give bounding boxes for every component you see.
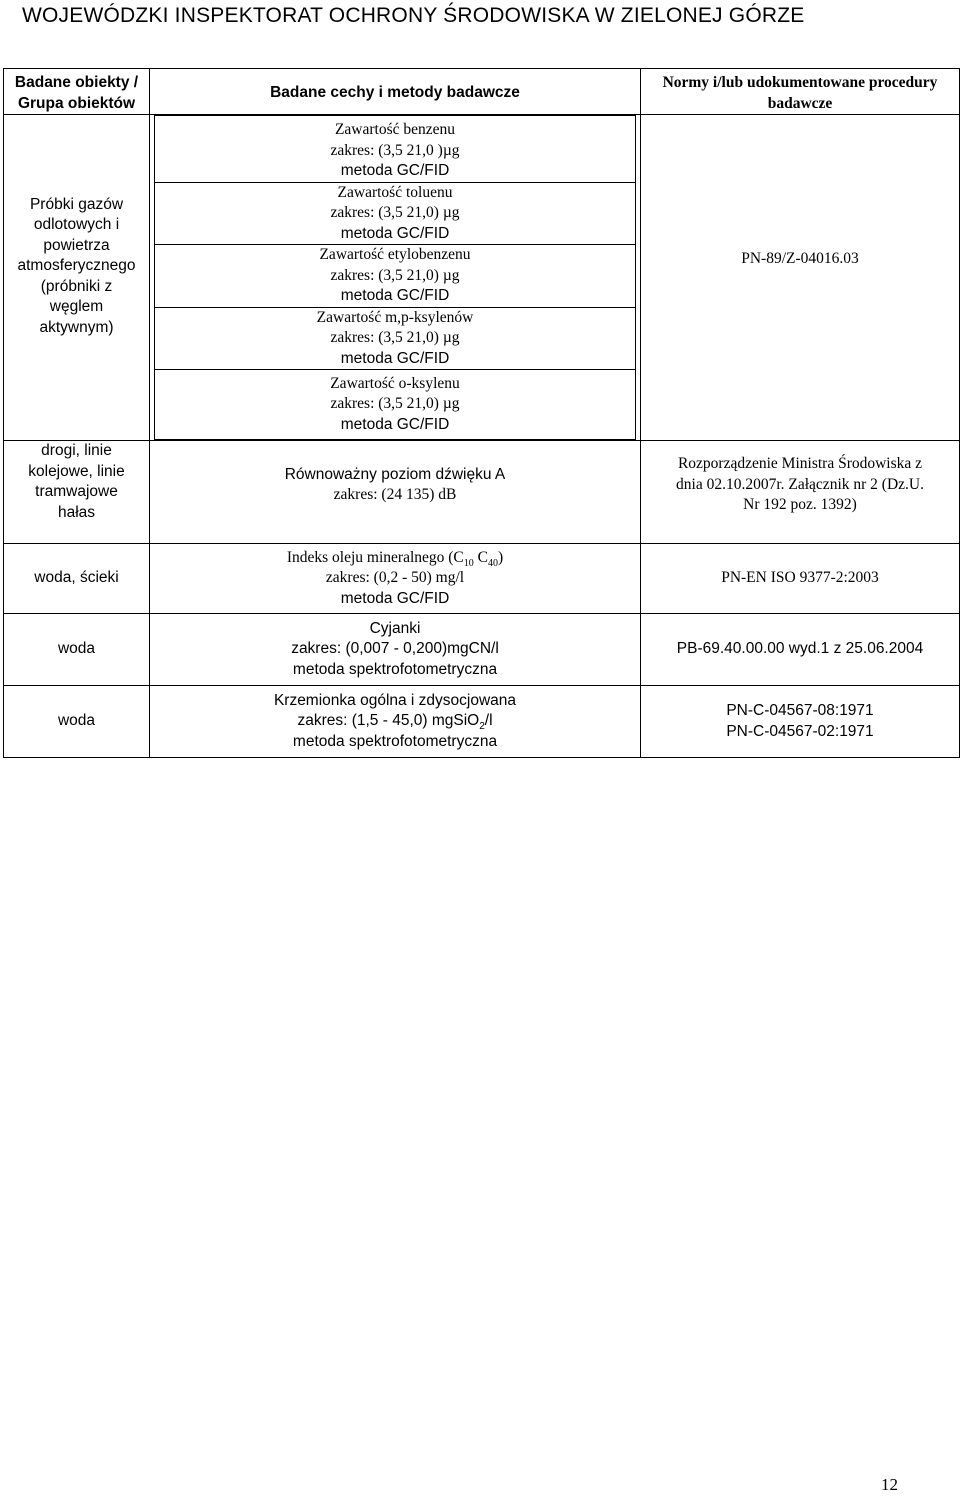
method-technique: metoda GC/FID (340, 162, 450, 179)
norm-cell (641, 441, 960, 544)
method-name: Indeks oleju mineralnego ($C_{10}$ $C_{40}$) (286, 548, 504, 569)
subscript: 40 (487, 557, 498, 569)
methods-cell (150, 544, 641, 614)
object-line: Próbki gazów (29, 195, 124, 213)
method-technique: metoda GC/FID (340, 224, 450, 242)
norm-line: PB-69.40.00.00 wyd.1 z 25.06.2004 (676, 640, 924, 658)
object-line: woda (57, 640, 96, 658)
subscript: 2 (479, 721, 485, 733)
method-range: zakres: (1,5 - 45,0) mgSiO$_2$/l (297, 712, 493, 733)
object-line: atmosferycznego (17, 257, 136, 275)
norm-line: Rozporządzenie Ministra Środowiska z (677, 455, 923, 473)
object-line: (próbniki z (40, 277, 113, 295)
method-technique: metoda GC/FID (340, 589, 450, 607)
method-range: zakres: (3,5 21,0) µg (330, 266, 460, 284)
method-technique: metoda GC/FID (340, 287, 450, 304)
method-technique: metoda spektrofotometryczna (292, 660, 498, 678)
subscript: 10 (463, 557, 474, 569)
page-title: WOJEWÓDZKI INSPEKTORAT OCHRONY ŚRODOWISKA W ZIELONEJ GÓRZE (22, 4, 805, 27)
object-line: aktywnym) (39, 318, 114, 336)
norm-line: PN-C-04567-02:1971 (726, 722, 874, 740)
method-range: zakres: (0,007 - 0,200)mgCN/l (291, 640, 499, 658)
method-name: Krzemionka ogólna i zdysocjowana (273, 691, 517, 709)
methods-cell (150, 441, 641, 544)
method-entry (155, 307, 636, 370)
method-entry (155, 182, 636, 245)
method-range: zakres: (3,5 21,0) µg (330, 329, 460, 346)
method-entry (155, 245, 636, 308)
norm-cell (641, 115, 960, 441)
methods-cell (150, 115, 641, 441)
norm-line: PN-C-04567-08:1971 (726, 702, 874, 719)
method-name: Zawartość toluenu (337, 183, 453, 201)
norm-line: PN-89/Z-04016.03 (741, 250, 859, 268)
method-name: Cyjanki (369, 619, 421, 637)
object-line: kolejowe, linie (28, 462, 125, 480)
method-technique: metoda spektrofotometryczna (292, 732, 498, 750)
method-name: Równoważny poziom dźwięku A (284, 465, 506, 483)
object-line: węglem (49, 298, 104, 316)
norm-cell (641, 614, 960, 686)
object-cell (4, 686, 150, 758)
table-row (4, 544, 960, 614)
object-line: woda, ścieki (34, 569, 119, 587)
methods-subtable (154, 115, 636, 440)
method-range: zakres: (3,5 21,0) µg (330, 395, 460, 413)
methods-cell (150, 686, 641, 758)
object-cell (4, 441, 150, 544)
object-cell (4, 544, 150, 614)
norm-line: PN-EN ISO 9377-2:2003 (721, 569, 879, 587)
method-range: zakres: (0,2 - 50) mg/l (325, 569, 465, 587)
method-name: Zawartość m,p-ksylenów (316, 308, 474, 326)
method-name: Zawartość o-ksylenu (330, 374, 460, 392)
object-line: woda (57, 712, 96, 730)
object-line: odlotowych i (33, 216, 120, 234)
column-header-methods: Badane cechy i metody badawcze (150, 69, 641, 115)
method-entry (155, 370, 636, 440)
object-line: tramwajowe (35, 483, 118, 500)
method-technique: metoda GC/FID (340, 415, 450, 433)
method-range: zakres: (3,5 21,0 )µg (330, 141, 460, 159)
method-name: Zawartość benzenu (334, 121, 456, 138)
method-name: Zawartość etylobenzenu (319, 246, 471, 263)
norm-line: Nr 192 poz. 1392) (743, 496, 857, 514)
object-cell (4, 614, 150, 686)
method-range: zakres: (3,5 21,0) µg (330, 204, 460, 221)
method-range: zakres: (24 135) dB (333, 486, 457, 503)
object-line: powietrza (43, 236, 110, 254)
object-cell (4, 115, 150, 441)
table-row (4, 614, 960, 686)
table-row (4, 115, 960, 441)
method-entry (155, 116, 636, 183)
methods-cell (150, 614, 641, 686)
accreditation-table (3, 68, 960, 758)
norm-cell (641, 686, 960, 758)
column-header-objects: Badane obiekty / Grupa obiektów (4, 69, 150, 115)
table-row (4, 686, 960, 758)
norm-line: dnia 02.10.2007r. Załącznik nr 2 (Dz.U. (676, 475, 924, 493)
object-line: hałas (57, 503, 96, 521)
method-technique: metoda GC/FID (340, 349, 450, 367)
page-number: 12 (881, 1475, 898, 1494)
column-header-norms: Normy i/lub udokumentowane procedury badawcze (641, 69, 960, 115)
object-line: drogi, linie (41, 442, 112, 459)
table-row (4, 441, 960, 544)
norm-cell (641, 544, 960, 614)
